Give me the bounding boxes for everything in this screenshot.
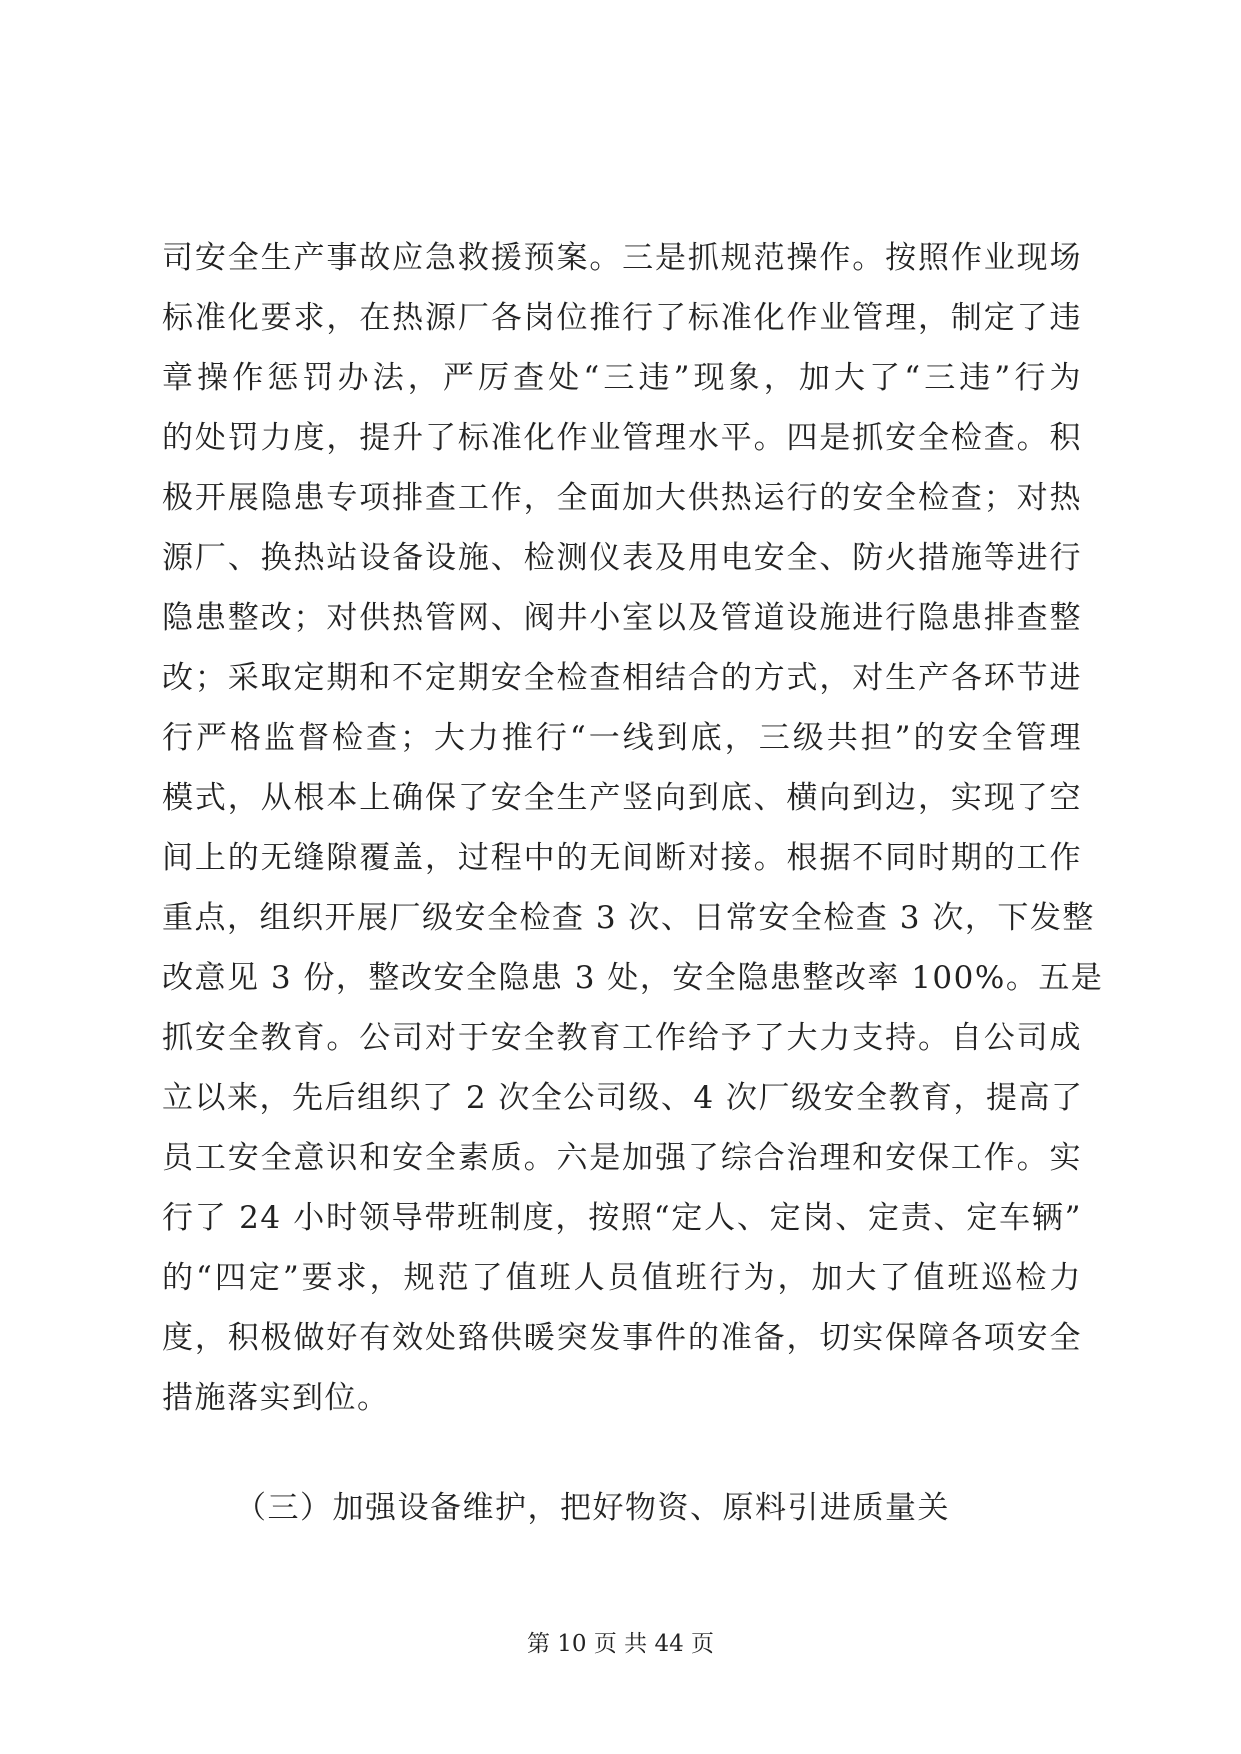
text-line: 度，积极做好有效处臵供暖突发事件的准备，切实保障各项安全 — [162, 1320, 1082, 1356]
text-line: 标准化要求，在热源厂各岗位推行了标准化作业管理，制定了违 — [162, 300, 1082, 336]
text-line: 的处罚力度，提升了标准化作业管理水平。四是抓安全检查。积 — [162, 420, 1082, 456]
text-line: 间上的无缝隙覆盖，过程中的无间断对接。根据不同时期的工作 — [162, 840, 1082, 876]
text-line: 源厂、换热站设备设施、检测仪表及用电安全、防火措施等进行 — [162, 540, 1082, 576]
text-line: 改；采取定期和不定期安全检查相结合的方式，对生产各环节进 — [162, 660, 1082, 696]
text-line: 重点，组织开展厂级安全检查 3 次、日常安全检查 3 次，下发整 — [162, 900, 1095, 936]
text-line: 行严格监督检查；大力推行“一线到底，三级共担”的安全管理 — [162, 720, 1082, 756]
text-line: 员工安全意识和安全素质。六是加强了综合治理和安保工作。实 — [162, 1140, 1082, 1176]
text-line: 立以来，先后组织了 2 次全公司级、4 次厂级安全教育，提高了 — [162, 1080, 1084, 1116]
text-line: 的“四定”要求，规范了值班人员值班行为，加大了值班巡检力 — [162, 1260, 1082, 1296]
text-line: 章操作惩罚办法，严厉查处“三违”现象，加大了“三违”行为 — [162, 360, 1082, 396]
text-line: 司安全生产事故应急救援预案。三是抓规范操作。按照作业现场 — [162, 240, 1082, 276]
text-line-last: 措施落实到位。 — [162, 1380, 390, 1416]
page-footer: 第 10 页 共 44 页 — [526, 1631, 715, 1657]
text-line: 抓安全教育。公司对于安全教育工作给予了大力支持。自公司成 — [162, 1020, 1082, 1056]
text-line: 模式，从根本上确保了安全生产竖向到底、横向到边，实现了空 — [162, 780, 1082, 816]
body-paragraph — [162, 228, 1104, 1428]
text-line: 隐患整改；对供热管网、阀井小室以及管道设施进行隐患排查整 — [162, 600, 1082, 636]
text-line: 行了 24 小时领导带班制度，按照“定人、定岗、定责、定车辆” — [162, 1200, 1082, 1236]
section-heading: （三）加强设备维护，把好物资、原料引进质量关 — [235, 1490, 950, 1526]
text-line: 极开展隐患专项排查工作，全面加大供热运行的安全检查；对热 — [162, 480, 1082, 516]
text-line: 改意见 3 份，整改安全隐患 3 处，安全隐患整改率 100%。五是 — [162, 960, 1104, 996]
